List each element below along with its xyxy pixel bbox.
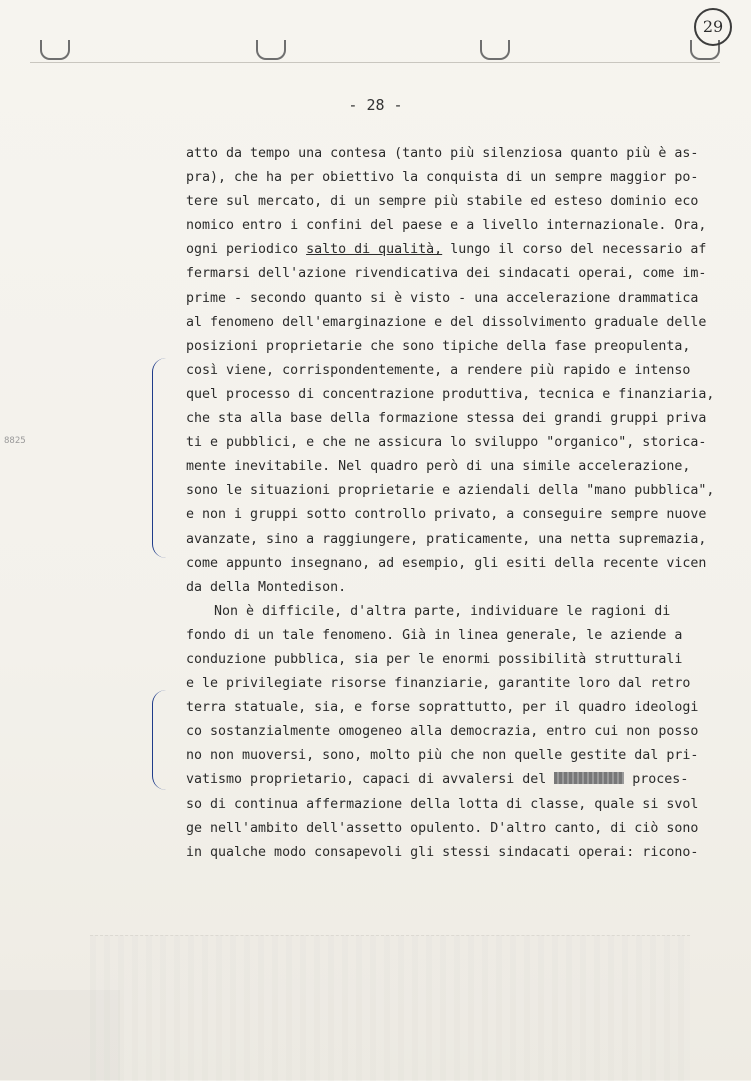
text-line: e non i gruppi sotto controllo privato, a conseguire sempre nuove: [186, 507, 707, 523]
page-number: - 28 -: [348, 96, 403, 114]
text-line: e le privilegiate risorse finanziarie, garantite loro dal retro: [186, 676, 691, 692]
text-line: [186, 768, 726, 792]
handwritten-page-number: 29: [694, 8, 732, 46]
redacted-word: [554, 772, 624, 784]
text-line: [186, 238, 726, 262]
text-line: no non muoversi, sono, molto più che non quelle gestite dal pri-: [186, 748, 699, 764]
text-line: terra statuale, sia, e forse soprattutto, per il quadro ideologi: [186, 700, 699, 716]
text-line: come appunto insegnano, ad esempio, gli esiti della recente vicen: [186, 555, 707, 571]
text-line: così viene, corrispondentemente, a rendere più rapido e intenso: [186, 362, 691, 378]
text-line: fondo di un tale fenomeno. Già in linea generale, le aziende a: [186, 627, 683, 643]
underlined-phrase: salto di qualità,: [306, 242, 443, 258]
text-line: fermarsi dell'azione rivendicativa dei sindacati operai, come im-: [186, 266, 707, 282]
text-line: atto da tempo una contesa (tanto più silenziosa quanto più è as-: [186, 146, 699, 161]
text-line: che sta alla base della formazione stessa dei grandi gruppi priva: [186, 411, 707, 427]
text-line: sono le situazioni proprietarie e aziendali della "mano pubblica",: [186, 483, 715, 499]
text-line: ge nell'ambito dell'assetto opulento. D'altro canto, di ciò sono: [186, 820, 699, 836]
text-line: avanzate, sino a raggiungere, praticamente, una netta supremazia,: [186, 531, 707, 547]
binder-hole-mark: [40, 40, 70, 60]
text-fragment: lungo il corso del necessario af: [450, 242, 707, 258]
margin-stamp: 8825: [4, 436, 26, 446]
text-fragment: proces-: [632, 772, 689, 788]
text-line: da della Montedison.: [186, 579, 347, 595]
text-line: mente inevitabile. Nel quadro però di una simile accelerazione,: [186, 459, 691, 475]
text-line: tere sul mercato, di un sempre più stabile ed esteso dominio eco: [186, 194, 699, 210]
text-fragment: ogni periodico: [186, 242, 299, 258]
text-line: quel processo di concentrazione produttiva, tecnica e finanziaria,: [186, 386, 715, 402]
text-line: so di continua affermazione della lotta di classe, quale si svol: [186, 796, 699, 812]
punched-header-strip: [30, 30, 720, 63]
binder-hole-mark: [256, 40, 286, 60]
text-line: Non è difficile, d'altra parte, individuare le ragioni di: [214, 603, 671, 619]
scan-artifact: [90, 935, 690, 1081]
text-line: conduzione pubblica, sia per le enormi possibilità strutturali: [186, 651, 683, 667]
margin-bracket-annotation: [152, 690, 169, 790]
text-line: pra), che ha per obiettivo la conquista di un sempre maggior po-: [186, 170, 699, 186]
binder-hole-mark: [480, 40, 510, 60]
text-fragment: vatismo proprietario, capaci di avvalersi del: [186, 772, 547, 788]
text-line: prime - secondo quanto si è visto - una accelerazione drammatica: [186, 290, 699, 306]
scan-artifact: [0, 990, 120, 1080]
text-line: ti e pubblici, e che ne assicura lo sviluppo "organico", storica-: [186, 435, 707, 451]
typewritten-body: [186, 142, 726, 865]
text-line: co sostanzialmente omogeneo alla democrazia, entro cui non posso: [186, 724, 699, 740]
text-line: posizioni proprietarie che sono tipiche della fase preopulenta,: [186, 338, 691, 354]
text-line: nomico entro i confini del paese e a livello internazionale. Ora,: [186, 218, 707, 234]
margin-bracket-annotation: [152, 358, 169, 558]
text-line: in qualche modo consapevoli gli stessi sindacati operai: ricono-: [186, 844, 699, 860]
text-line: al fenomeno dell'emarginazione e del dissolvimento graduale delle: [186, 314, 707, 330]
